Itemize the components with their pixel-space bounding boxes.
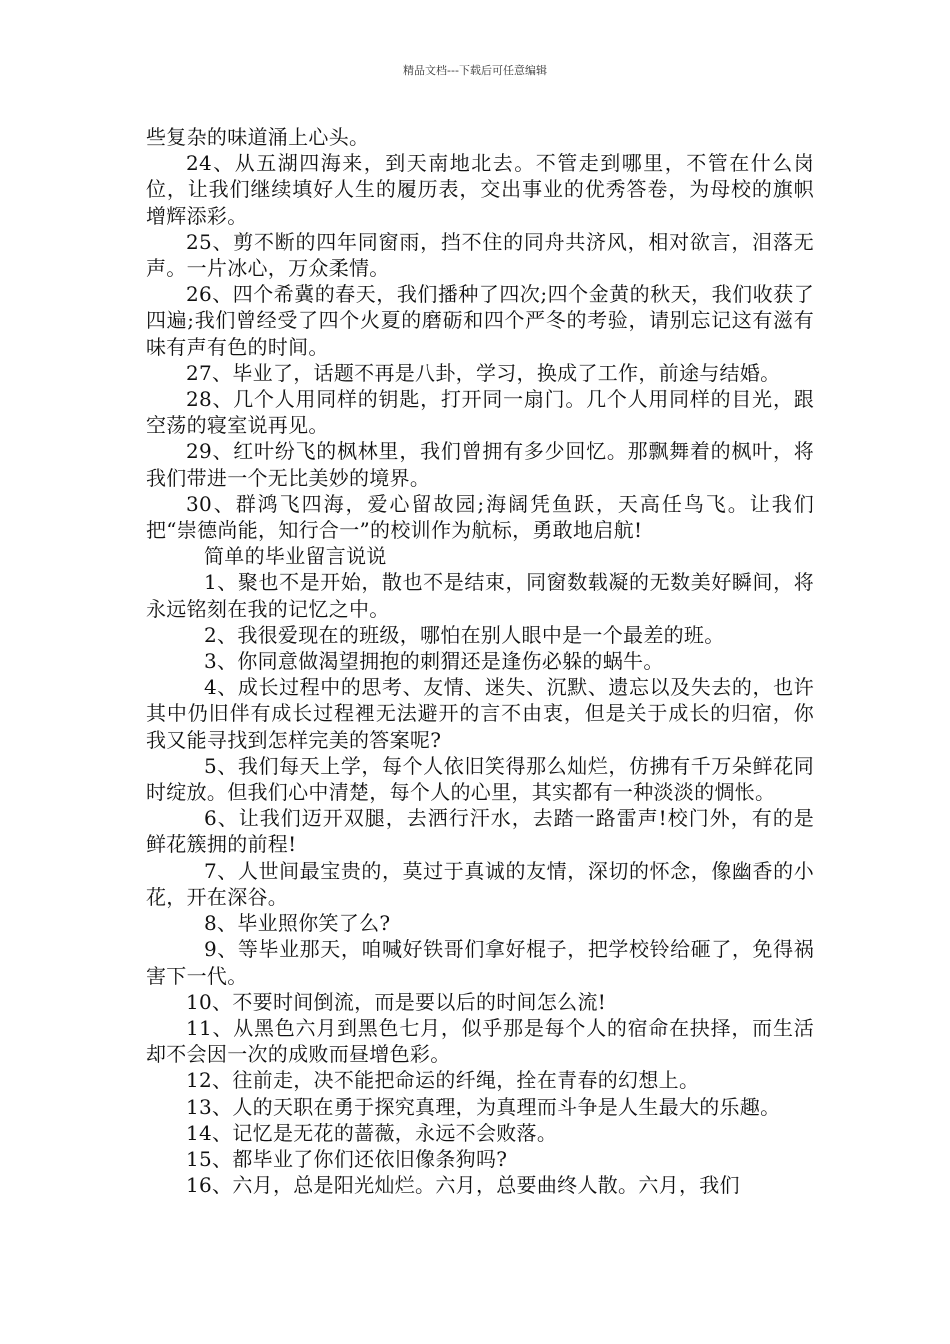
paragraph-item-12: 12、往前走，决不能把命运的纤绳，拴在青春的幻想上。 — [186, 1068, 700, 1093]
section-heading: 简单的毕业留言说说 — [204, 544, 387, 569]
paragraph-item-5: 5、我们每天上学，每个人依旧笑得那么灿烂，仿拂有千万朵鲜花同时绽放。但我们心中清楚，每个人的心里，其实都有一种淡淡的惆怅。 — [146, 753, 814, 805]
paragraph-item-4: 4、成长过程中的思考、友情、迷失、沉默、遗忘以及失去的，也许其中仍旧伴有成长过程裡无法避开的言不由衷，但是关于成长的归宿，你我又能寻找到怎样完美的答案呢? — [146, 675, 814, 752]
paragraph-item-3: 3、你同意做渴望拥抱的刺猬还是逢伤必躲的蜗牛。 — [204, 649, 664, 674]
paragraph-item-26: 26、四个希冀的春天，我们播种了四次;四个金黄的秋天，我们收获了四遍;我们曾经受了四个火夏的磨砺和四个严冬的考验，请别忘记这有滋有味有声有色的时间。 — [146, 282, 814, 359]
paragraph-item-27: 27、毕业了，话题不再是八卦，学习，换成了工作，前途与结婚。 — [186, 360, 781, 385]
paragraph-item-29: 29、红叶纷飞的枫林里，我们曾拥有多少回忆。那飘舞着的枫叶，将我们带进一个无比美妙的境界。 — [146, 439, 814, 490]
paragraph-item-25: 25、剪不断的四年同窗雨，挡不住的同舟共济风，相对欲言，泪落无声。一片冰心，万众柔情。 — [146, 229, 814, 281]
paragraph-item-11: 11、从黑色六月到黑色七月，似乎那是每个人的宿命在抉择，而生活却不会因一次的成败而昼增色彩。 — [146, 1015, 814, 1067]
paragraph-item-30: 30、群鸿飞四海，爱心留故园;海阔凭鱼跃，天高任鸟飞。让我们把“崇德尚能，知行合一”的校训作为航标，勇敢地启航! — [146, 491, 814, 543]
document-body — [146, 124, 814, 1198]
paragraph-item-6: 6、让我们迈开双腿，去洒行汗水，去踏一路雷声!校门外，有的是鲜花簇拥的前程! — [146, 806, 814, 857]
paragraph-item-9: 9、等毕业那天，咱喊好铁哥们拿好棍子，把学校铃给砸了，免得祸害下一代。 — [146, 937, 814, 988]
paragraph-item-28: 28、几个人用同样的钥匙，打开同一扇门。几个人用同样的目光，跟空荡的寝室说再见。 — [146, 387, 814, 438]
paragraph-item-13: 13、人的天职在勇于探究真理，为真理而斗争是人生最大的乐趣。 — [186, 1094, 781, 1119]
paragraph-item-14: 14、记忆是无花的蔷薇，永远不会败落。 — [186, 1120, 558, 1145]
page-header: 精品文档---下载后可任意编辑 — [403, 64, 547, 77]
paragraph-item-24: 24、从五湖四海来，到天南地北去。不管走到哪里，不管在什么岗位，让我们继续填好人生的履历表，交出事业的优秀答卷，为母校的旗帜增辉添彩。 — [146, 151, 814, 228]
paragraph-item-8: 8、毕业照你笑了么? — [204, 911, 391, 936]
paragraph-item-10: 10、不要时间倒流，而是要以后的时间怎么流! — [186, 989, 607, 1014]
paragraph-item-2: 2、我很爱现在的班级，哪怕在别人眼中是一个最差的班。 — [204, 622, 725, 647]
paragraph-item-7: 7、人世间最宝贵的，莫过于真诚的友情，深切的怀念，像幽香的小花，开在深谷。 — [146, 858, 814, 909]
paragraph-item-1: 1、聚也不是开始，散也不是结束，同窗数载凝的无数美好瞬间，将永远铭刻在我的记忆之中。 — [146, 570, 814, 621]
paragraph-item-15: 15、都毕业了你们还依旧像条狗吗? — [186, 1146, 508, 1171]
paragraph-item-16: 16、六月，总是阳光灿烂。六月，总要曲终人散。六月，我们 — [186, 1173, 740, 1198]
paragraph-continuation: 些复杂的味道涌上心头。 — [146, 125, 370, 149]
